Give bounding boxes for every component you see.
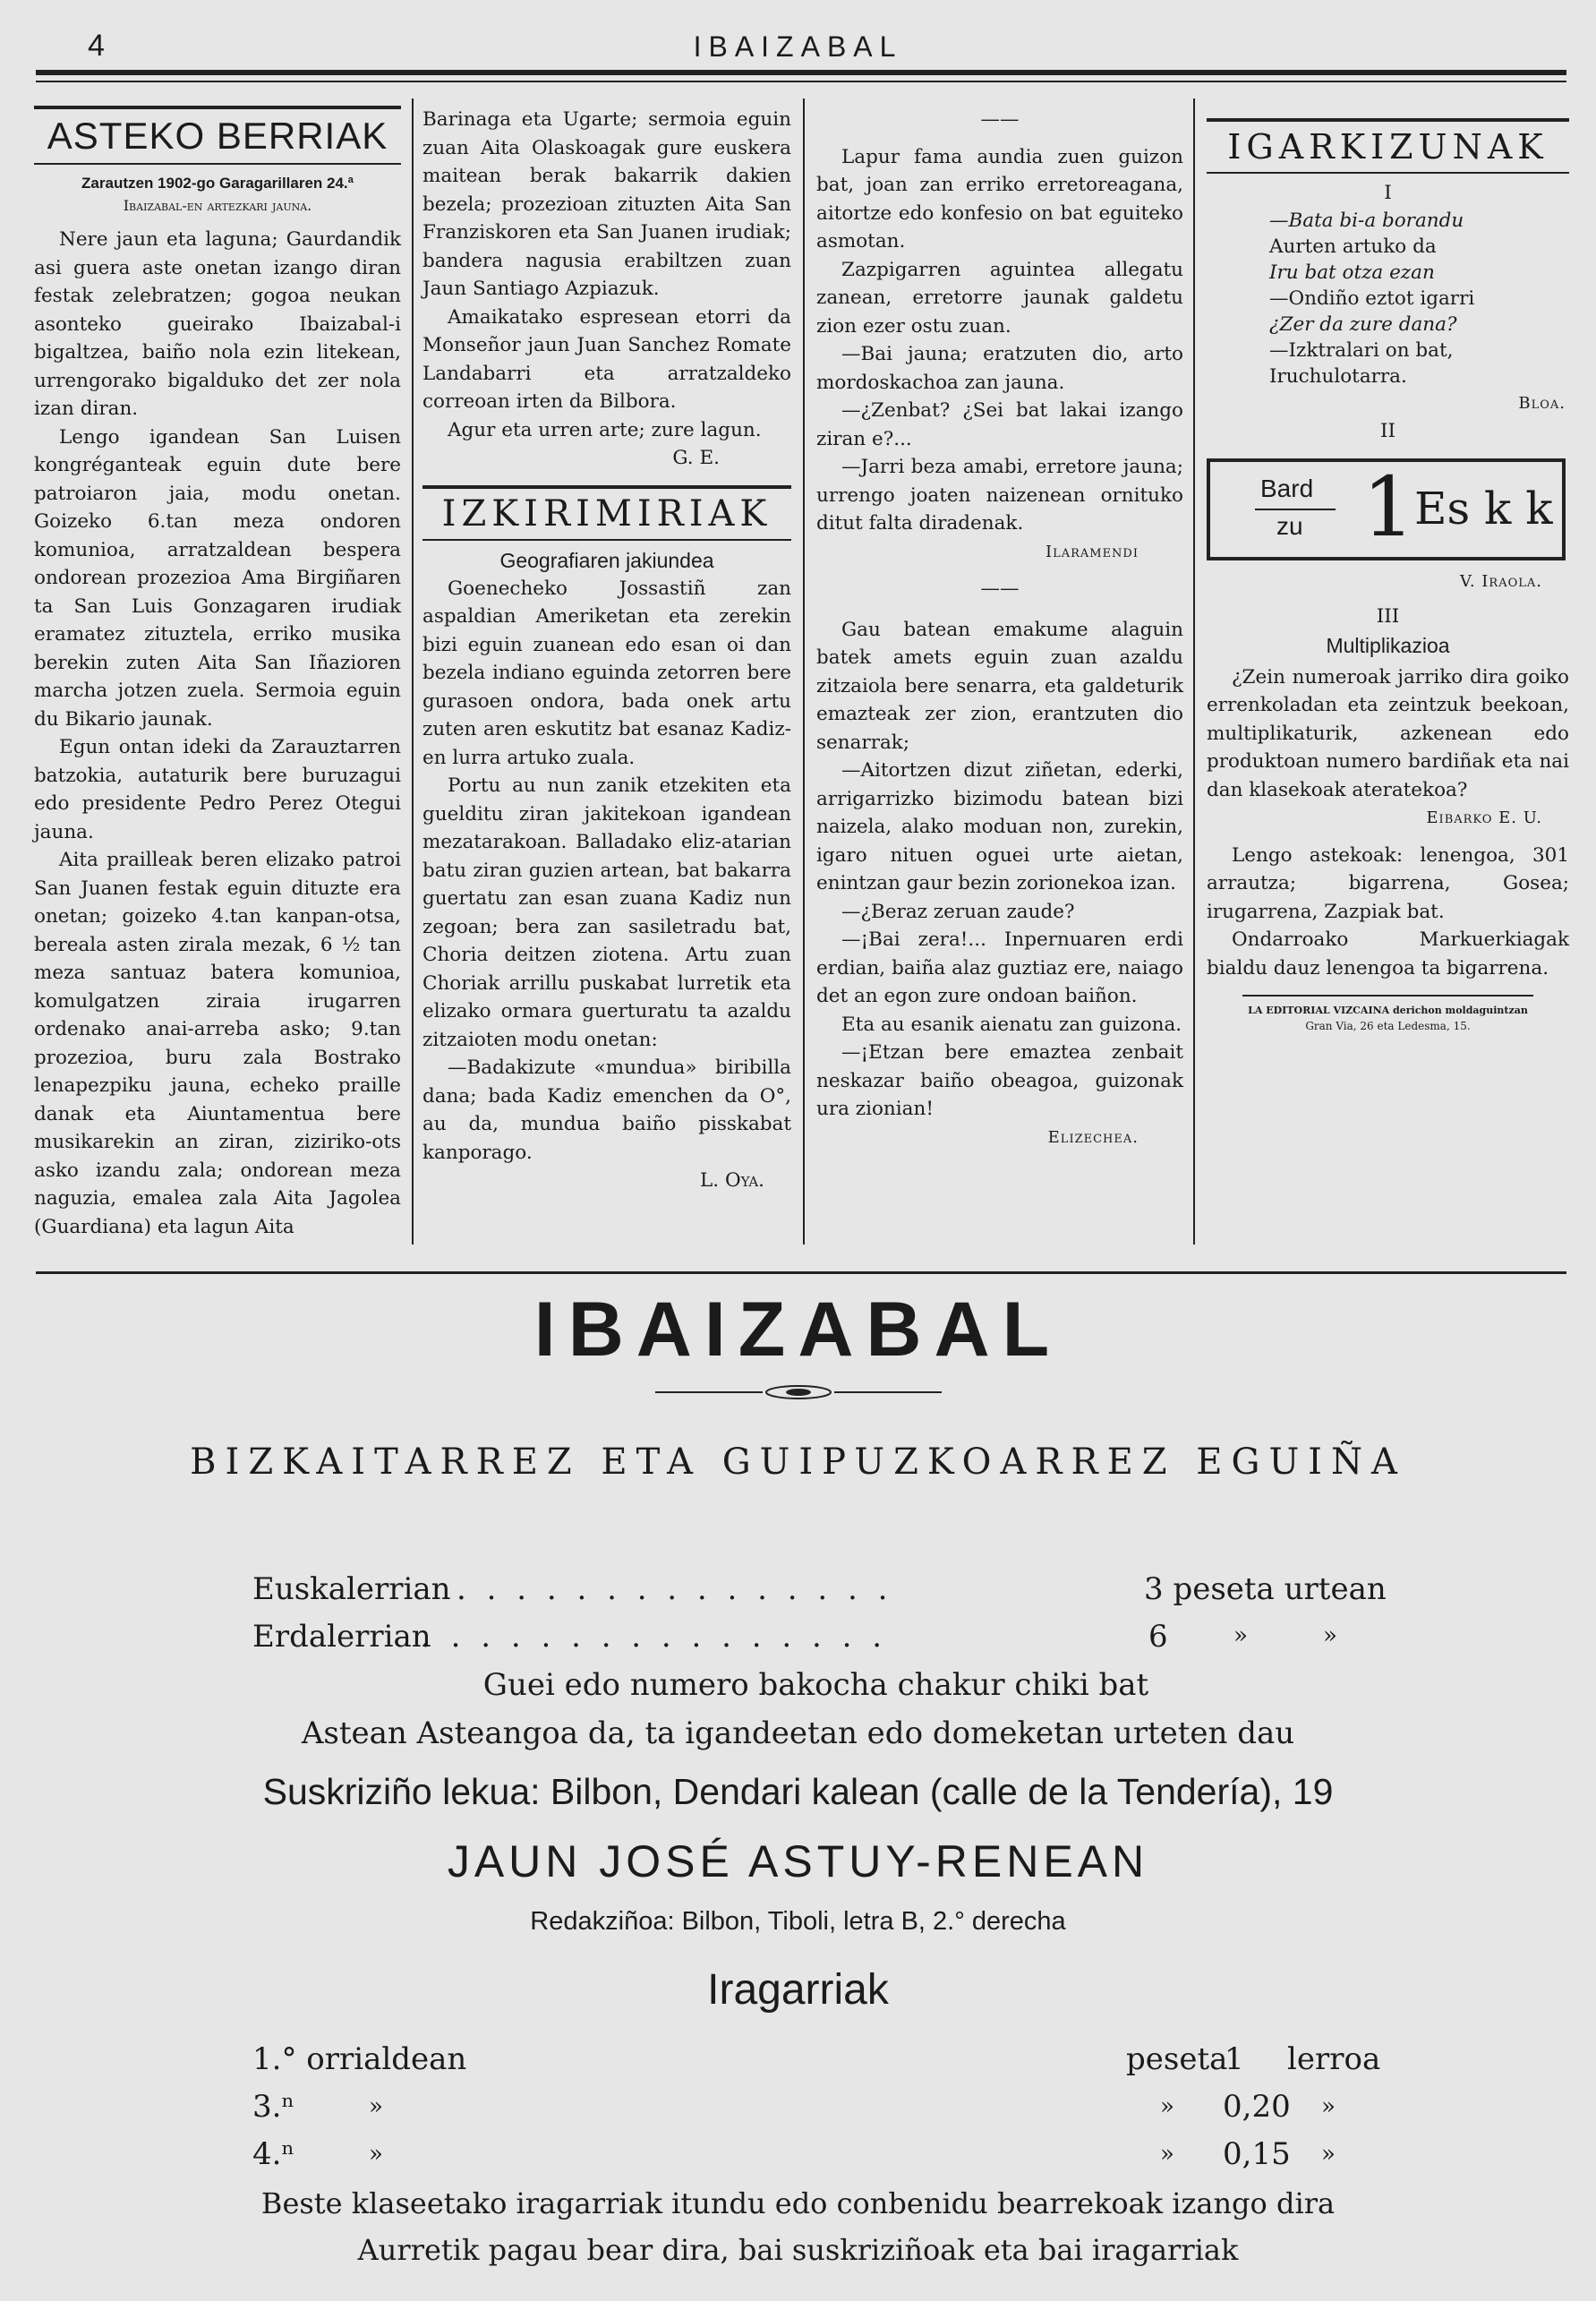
paragraph: Lapur fama aundia zuen guizon bat, joan zan erriko erretoreagana, aitortze edo konfesio on bat eguiteko asmotan.	[816, 145, 1183, 252]
rebus-small-bottom: zu	[1276, 511, 1303, 540]
prepay-note: Aurretik pagau bear dira, bai suskriziñoak eta bai iragarriak	[357, 2233, 1239, 2267]
riddle-verse	[1207, 208, 1569, 389]
page-number: 4	[88, 29, 105, 63]
masthead-ornament	[0, 1383, 1596, 1405]
rebus-divider	[1255, 509, 1336, 510]
paragraph: —Jarri beza amabi, erretore jauna; urrengo joaten naizenean ornituko ditut falta diradenak.	[816, 456, 1183, 535]
section-title: ASTEKO BERRIAK	[47, 115, 388, 157]
verse-line: Iruchulotarra.	[1269, 364, 1407, 388]
paragraph: Agur eta urren arte; zure lagun.	[448, 418, 762, 441]
owner-name: JAUN JOSÉ ASTUY-RENEAN	[447, 1836, 1149, 1886]
rebus-big-one: 1	[1362, 458, 1415, 555]
ads-row-per: lerroa	[1287, 2041, 1381, 2077]
paragraph: —¡Etzan bere emaztea zenbait neskazar baiño obeagoa, guizonak ura zionian!	[816, 1041, 1183, 1120]
section-title-box	[422, 485, 791, 541]
editorial-address: Redakziñoa: Bilbon, Tiboli, letra B, 2.° derecha	[530, 1907, 1066, 1936]
rate-label-erdalerrian: Erdalerrian	[252, 1619, 431, 1655]
rebus-big-text: Es k k	[1414, 482, 1553, 535]
rebus-small-top: Bard	[1260, 474, 1314, 502]
paragraph: —Aitortzen dizut ziñetan, ederki, arrigarrizko bizimodu batean bizi naizela, alako moduan non, zurekin, igaro nituen oguei urte aietan, enintzan gaur bezin zorionekoa izan.	[816, 759, 1183, 894]
rate-dots: . . . . . . . . . . . . . . . .	[421, 1619, 888, 1655]
column-divider	[1193, 98, 1195, 1245]
verse-line: Aurten artuko da	[1269, 235, 1437, 258]
signature: Bloa.	[1518, 393, 1566, 413]
paragraph: —¿Zenbat? ¿Sei bat lakai izango ziran e?...	[816, 399, 1183, 450]
ads-row-page: 1.° orrialdean	[252, 2041, 467, 2077]
signature: G. E.	[672, 447, 720, 469]
ditto-mark: »	[1233, 1622, 1248, 1649]
dateline: Zarautzen 1902-go Garagarillaren 24.ª	[81, 175, 354, 192]
column-stories	[816, 106, 1183, 1151]
column-izkirimiriak	[422, 106, 791, 1195]
subheading: Geografiaren jakiundea	[499, 548, 714, 572]
ads-row-price: 0,15	[1223, 2136, 1291, 2172]
column-divider	[803, 98, 805, 1245]
section-title-box	[1207, 118, 1569, 174]
separator-dash: ——	[980, 108, 1020, 131]
section-title-box	[34, 106, 401, 165]
ditto-mark: »	[1323, 1622, 1337, 1649]
paragraph: Gau batean emakume alaguin batek amets eguin zuan azaldu zitzaiola bere senarra, eta galdeturik emazteak zer zion, erantzuten dio senarrak;	[816, 618, 1183, 754]
ads-row-price: 1	[1225, 2041, 1244, 2077]
running-header-title: IBAIZABAL	[693, 30, 903, 63]
ditto-mark: »	[1160, 2093, 1174, 2120]
ditto-mark: »	[1321, 2093, 1336, 2120]
roman-numeral: II	[1380, 420, 1395, 442]
ditto-mark: »	[369, 2093, 383, 2120]
masthead-subtitle: BIZKAITARREZ ETA GUIPUZKOARREZ EGUIÑA	[190, 1441, 1406, 1483]
single-copy-price: Guei edo numero bakocha chakur chiki bat	[482, 1667, 1149, 1703]
paragraph: Egun ontan ideki da Zarauztarren batzokia, autaturik bere buruzagui edo presidente Pedro Perez Otegui jauna.	[34, 736, 401, 843]
column-igarkizunak	[1207, 106, 1569, 1034]
subscription-address: Suskriziño lekua: Bilbon, Dendari kalean (calle de la Tendería), 19	[262, 1771, 1334, 1812]
ads-row-unit: peseta	[1126, 2041, 1228, 2077]
separator-dash: ——	[980, 577, 1020, 600]
paragraph: Eta au esanik aienatu zan guizona.	[841, 1013, 1182, 1036]
subheading: Multiplikazioa	[1326, 633, 1450, 657]
rebus-box	[1207, 458, 1566, 560]
ads-row-price: 0,20	[1223, 2089, 1291, 2125]
signature: Eibarko E. U.	[1426, 808, 1542, 827]
signature: L. Oya.	[700, 1169, 764, 1192]
ornament-flourish-icon	[655, 1383, 942, 1401]
verse-line: —Ondiño eztot igarri	[1269, 287, 1475, 310]
signature: Ilaramendi	[1045, 542, 1139, 561]
ads-title: Iragarriak	[707, 1966, 889, 2014]
verse-line: —Bata bi-a borandu	[1269, 209, 1464, 232]
rate-dots: . . . . . . . . . . . . . . .	[457, 1571, 893, 1607]
verse-line: —Izktralari on bat,	[1269, 338, 1454, 362]
paragraph: Goenecheko Jossastiñ zan aspaldian Ameriketan eta zerekin bizi eguin zuanean edo esan oi dan bezela indiano eguinda zetorren bere gurasoen ondora, bada onek artu zuten aren eskutitz bat esanaz Kadiz-en lurra artuko zuala.	[422, 577, 791, 769]
header-rule	[36, 70, 1566, 75]
header-rule-thin	[36, 81, 1566, 82]
signature: V. Iraola.	[1460, 571, 1542, 591]
paragraph: Barinaga eta Ugarte; sermoia eguin zuan Aita Olaskoagak gure euskera maitean berak bakarrik dakien bezela; prozezioan zituzten Aita San Franziskoren eta San Juanen irudiak; bandera nagusia erabiltzen zuan Jaun Santiago Azpiazuk.	[422, 108, 791, 300]
verse-line: ¿Zer da zure dana?	[1269, 312, 1457, 336]
paragraph: Lengo igandean San Luisen kongréganteak eguin dute bere patroiaron jaia, modu onetan. Goizeko 6.tan meza ondoren komunioa, arratzaldean bespera ondorean prozezioa Ama Birgiñaren ta San Luis Gonzagaren irudiak eramatez zituztela, erriko musika berekin zuten Aita San Iñazioren marcha jotzen zuela. Sermoia eguin du Bikario jaunak.	[34, 425, 401, 731]
column-asteko-berriak	[34, 106, 401, 1241]
other-ads-note: Beste klaseetako iragarriak itundu edo conbenidu bearrekoak izango dira	[260, 2186, 1336, 2220]
printer-address: Gran Via, 26 eta Ledesma, 15.	[1305, 1020, 1471, 1032]
ads-row-page: 4.ⁿ	[252, 2136, 295, 2172]
paragraph: Portu au nun zanik etzekiten eta guelditu ziran jakitekoan igandean mezatarakoan. Balladako eliz-atarian batu ziran guzien artean, bat bakarra guertatu zan esan zuana Kadiz nun zegoan; bera zan sasiletradu bat, Choria deitzen ziotena. Artu zuan Choriak arrillu puskabat lurretik eta elizako ormara guerturatu ta azaldu zitzaioten modu onetan:	[422, 774, 791, 1051]
paragraph: —¿Beraz zeruan zaude?	[841, 900, 1075, 923]
rate-value: 3 peseta urtean	[1144, 1571, 1387, 1607]
rate-label-euskalerrian: Euskalerrian	[252, 1571, 451, 1607]
publication-schedule: Astean Asteangoa da, ta igandeetan edo domeketan urteten dau	[301, 1715, 1295, 1751]
column-divider	[412, 98, 414, 1245]
ditto-mark: »	[1160, 2141, 1174, 2168]
ditto-mark: »	[1321, 2141, 1336, 2168]
printer-line: LA EDITORIAL VIZCAINA derichon moldaguintzan	[1248, 1005, 1528, 1016]
paragraph: Ondarroako Markuerkiagak bialdu dauz lenengoa ta bigarrena.	[1207, 928, 1569, 979]
dateline-recipient: Ibaizabal-en artezkari jauna.	[123, 197, 312, 214]
roman-numeral: I	[1384, 182, 1392, 204]
section-rule	[36, 1271, 1566, 1274]
ditto-mark: »	[369, 2141, 383, 2168]
ads-row-page: 3.ⁿ	[252, 2089, 295, 2125]
paragraph: Zazpigarren aguintea allegatu zanean, erretorre jaunak galdetu zion ezer ostu zuan.	[816, 258, 1183, 338]
imprint-rule	[1242, 995, 1533, 997]
paragraph: Aita prailleak beren elizako patroi San Juanen festak eguin dituzte era onetan; goizeko 4.tan kanpan-otsa, bereala asten zirala mezak, 6 ½ tan meza santuaz batera komunioa, komulgatzen ziraia irugarren ordenako anai-arreba asko; 9.tan prozezioa, buru zala Bostrako lenapezpiku jauna, echeko praille danak eta Aiuntamentua bere musikarekin an ziran, ziziriko-ots asko izandu zala; ondorean meza naguzia, emalea zala Aita Jagolea (Guardiana) eta lagun Aita	[34, 849, 401, 1238]
verse-line: Iru bat otza ezan	[1269, 261, 1435, 284]
paragraph: Amaikatako espresean etorri da Monseñor jaun Juan Sanchez Romate Landabarri eta arratzaldeko correoan irten da Bilbora.	[422, 305, 791, 413]
roman-numeral: III	[1376, 605, 1400, 628]
paragraph: Lengo astekoak: lenengoa, 301 arrautza; bigarrena, Gosea; irugarrena, Zazpiak bat.	[1207, 843, 1569, 923]
paragraph: Nere jaun eta laguna; Gaurdandik asi guera aste onetan izango diran festak zelebratzen; gogoa neukan asonteko gueirako Ibaizabal-i bigaltzea, baiño nola ezin litekean, urrengorako bigalduko det zer nola izan diran.	[34, 228, 401, 420]
rate-value: 6	[1148, 1619, 1168, 1655]
paragraph: —¡Bai zera!... Inpernuaren erdi erdian, baiña alaz guztiaz ere, naiago det an egon zure ondoan baiñon.	[816, 928, 1183, 1007]
paragraph: —Bai jauna; eratzuten dio, arto mordoskachoa zan jauna.	[816, 343, 1183, 394]
paragraph: ¿Zein numeroak jarriko dira goiko errenkoladan eta zeintzuk beekoan, multiplikaturik, azkenean edo produktoan numero bardiñak eta nai dan klasekoak ateratekoa?	[1207, 665, 1569, 801]
signature: Elizechea.	[1047, 1127, 1139, 1147]
masthead: IBAIZABAL	[533, 1287, 1063, 1373]
paragraph: —Badakizute «mundua» biribilla dana; bada Kadiz emenchen da O°, au da, mundua baiño pisskabat kanporago.	[422, 1056, 791, 1164]
section-title: IZKIRIMIRIAK	[441, 492, 772, 535]
section-title: IGARKIZUNAK	[1227, 127, 1549, 167]
